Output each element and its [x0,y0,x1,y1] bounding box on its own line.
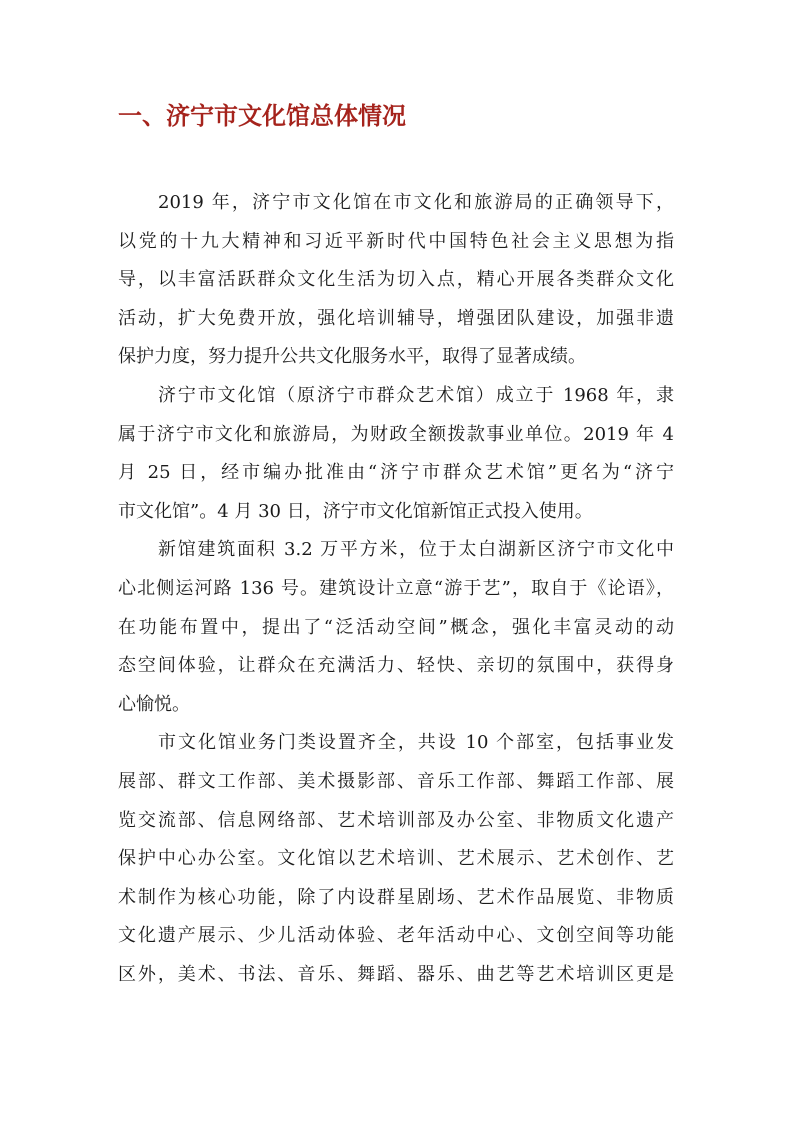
text-line: 展部、群文工作部、美术摄影部、音乐工作部、舞蹈工作部、展 [118,770,674,792]
text-line: 市文化馆业务门类设置齐全，共设 10 个部室，包括事业发 [158,732,674,754]
text-line: 区外，美术、书法、音乐、舞蹈、器乐、曲艺等艺术培训区更是 [118,963,674,985]
text-line: 月 25 日，经市编办批准由“济宁市群众艺术馆”更名为“济宁 [118,462,674,484]
text-line: 新馆建筑面积 3.2 万平方米，位于太白湖新区济宁市文化中 [158,539,674,561]
text-line: 2019 年，济宁市文化馆在市文化和旅游局的正确领导下， [158,192,674,213]
text-line: 以党的十九大精神和习近平新时代中国特色社会主义思想为指 [118,230,674,252]
text-line: 心愉悦。 [118,693,190,715]
text-line: 保护中心办公室。文化馆以艺术培训、艺术展示、艺术创作、艺 [118,848,674,870]
paragraph [118,377,674,531]
text-line: 保护力度，努力提升公共文化服务水平，取得了显著成绩。 [118,346,586,368]
text-line: 文化遗产展示、少儿活动体验、老年活动中心、文创空间等功能 [118,925,674,947]
text-line: 在功能布置中，提出了“泛活动空间”概念，强化丰富灵动的动 [118,616,674,638]
text-line: 属于济宁市文化和旅游局，为财政全额拨款事业单位。2019 年 4 [118,423,674,445]
paragraph [118,184,674,377]
paragraph [118,724,674,994]
text-line: 导，以丰富活跃群众文化生活为切入点，精心开展各类群众文化 [118,269,674,291]
section-heading: 一、济宁市文化馆总体情况 [118,101,406,130]
text-line: 心北侧运河路 136 号。建筑设计立意“游于艺”，取自于《论语》， [118,577,674,599]
text-line: 术制作为核心功能，除了内设群星剧场、艺术作品展览、非物质 [118,886,674,908]
paragraph [118,531,674,724]
text-line: 态空间体验，让群众在充满活力、轻快、亲切的氛围中，获得身 [118,655,674,677]
text-line: 市文化馆”。4 月 30 日，济宁市文化馆新馆正式投入使用。 [118,500,593,522]
document-body [118,184,674,994]
text-line: 览交流部、信息网络部、艺术培训部及办公室、非物质文化遗产 [118,809,674,831]
text-line: 活动，扩大免费开放，强化培训辅导，增强团队建设，加强非遗 [118,307,674,329]
text-line: 济宁市文化馆（原济宁市群众艺术馆）成立于 1968 年，隶 [158,384,674,406]
